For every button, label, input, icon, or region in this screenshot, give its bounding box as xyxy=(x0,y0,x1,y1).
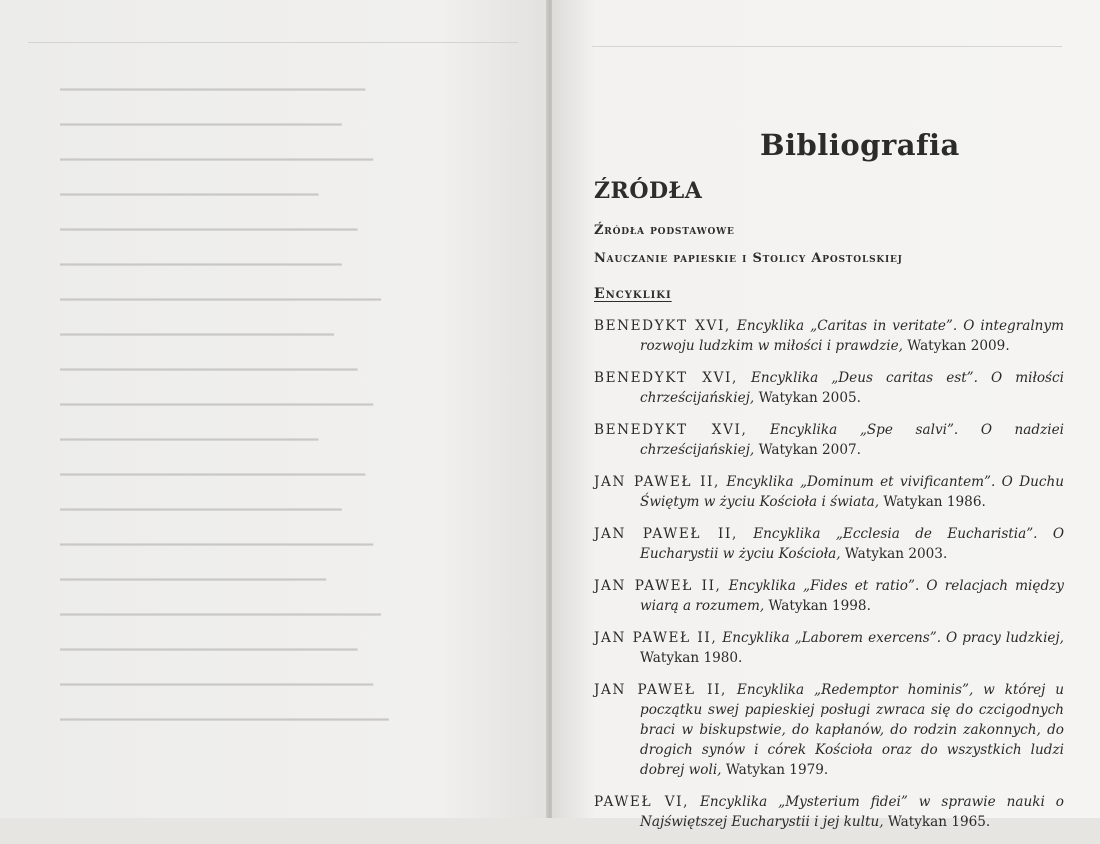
section-heading: ŹRÓDŁA xyxy=(594,178,703,204)
entry-author: BENEDYKT XVI, xyxy=(594,370,738,386)
bibliography-entry xyxy=(594,680,1064,780)
bleed-through-text: ━━━━━━━━━━━━━━━━━━━━━━━━━━━━━━━━━━━━━━━ ━━━━━━━━━━━━━━━━━━━━━━━━━━━━━━━━━━━━ ━━━━━━━━━━━━━━━━━━━━━━━━━━━━━━━━━━━━━━━━ ━━━━━━━━━━━━━━━━━━━━━━━━━━━━━━━━━ ━━━━━━━━━━━━━━━━━━━━━━━━━━━━━━━━━━━━━━ ━━━━━━━━━━━━━━━━━━━━━━━━━━━━━━━━━━━━ ━━━━━━━━━━━━━━━━━━━━━━━━━━━━━━━━━━━━━━━━━ ━━━━━━━━━━━━━━━━━━━━━━━━━━━━━━━━━━━ ━━━━━━━━━━━━━━━━━━━━━━━━━━━━━━━━━━━━━━ ━━━━━━━━━━━━━━━━━━━━━━━━━━━━━━━━━━━━━━━━ ━━━━━━━━━━━━━━━━━━━━━━━━━━━━━━━━━ ━━━━━━━━━━━━━━━━━━━━━━━━━━━━━━━━━━━━━━━ ━━━━━━━━━━━━━━━━━━━━━━━━━━━━━━━━━━━━ ━━━━━━━━━━━━━━━━━━━━━━━━━━━━━━━━━━━━━━━━ ━━━━━━━━━━━━━━━━━━━━━━━━━━━━━━━━━━ ━━━━━━━━━━━━━━━━━━━━━━━━━━━━━━━━━━━━━━━━━ ━━━━━━━━━━━━━━━━━━━━━━━━━━━━━━━━━━━━━━ ━━━━━━━━━━━━━━━━━━━━━━━━━━━━━━━━━━━━━━━━ ━━━━━━━━━━━━━━━━━━━━━━━━━━━━━━━━━━━━━━━━━━ xyxy=(60,83,389,728)
entry-publication: Watykan 1986. xyxy=(883,494,986,510)
entry-author: BENEDYKT XVI, xyxy=(594,318,731,334)
entry-author: JAN PAWEŁ II, xyxy=(594,630,718,646)
bibliography-list xyxy=(594,316,1064,844)
entry-author: JAN PAWEŁ II, xyxy=(594,682,727,698)
subheading-primary-sources: Źródła podstawowe xyxy=(594,223,735,238)
entry-publication: Watykan 2005. xyxy=(758,390,861,406)
entry-author: PAWEŁ VI, xyxy=(594,794,690,810)
entry-work: Encyklika „Spe salvi”. O nadziei chrześcijańskiej, xyxy=(640,422,1065,458)
entry-work: Encyklika „Deus caritas est”. O miłości chrześcijańskiej, xyxy=(640,370,1064,406)
entry-work: Encyklika „Dominum et vivificantem”. O Duchu Świętym w życiu Kościoła i świata, xyxy=(640,474,1064,510)
entry-work: Encyklika „Caritas in veritate”. O integralnym rozwoju ludzkim w miłości i prawdzie, xyxy=(640,318,1065,354)
bibliography-entry xyxy=(594,420,1064,460)
page-title: Bibliografia xyxy=(760,128,960,162)
bibliography-entry xyxy=(594,524,1064,564)
entry-publication: Watykan 2009. xyxy=(907,338,1010,354)
entry-author: JAN PAWEŁ II, xyxy=(594,526,738,542)
entry-publication: Watykan 1979. xyxy=(725,762,829,778)
subheading-papal-teaching: Nauczanie papieskie i Stolicy Apostolskiej xyxy=(594,251,903,266)
bibliography-entry xyxy=(594,792,1064,832)
entry-work: Encyklika „Mysterium fidei” w sprawie nauki o Najświętszej Eucharystii i jej kultu, xyxy=(640,794,1064,830)
list-heading-encyclicals: Encykliki xyxy=(594,286,672,302)
entry-work: Encyklika „Redemptor hominis”, w której u początku swej papieskiej posługi zwraca się do czcigodnych braci w biskupstwie, do kapłanów, do rodzin zakonnych, do drogich synów i córek Kościoła oraz do wszystkich ludzi dobrej woli, xyxy=(640,682,1064,778)
entry-work: Encyklika „Laborem exercens”. O pracy ludzkiej, xyxy=(722,630,1064,646)
left-page xyxy=(0,0,548,818)
entry-author: BENEDYKT XVI, xyxy=(594,422,748,438)
bibliography-entry xyxy=(594,316,1064,356)
entry-publication: Watykan 2003. xyxy=(844,546,948,562)
entry-author: JAN PAWEŁ II, xyxy=(594,578,722,594)
entry-work: Encyklika „Fides et ratio”. O relacjach między wiarą a rozumem, xyxy=(640,578,1064,614)
entry-publication: Watykan 2007. xyxy=(758,442,861,458)
entry-publication: Watykan 1980. xyxy=(640,650,743,666)
entry-author: JAN PAWEŁ II, xyxy=(594,474,720,490)
bibliography-entry xyxy=(594,628,1064,668)
bibliography-entry xyxy=(594,576,1064,616)
left-header-rule xyxy=(28,42,518,43)
right-header-rule xyxy=(592,46,1062,47)
entry-work: Encyklika „Ecclesia de Eucharistia”. O Eucharystii w życiu Kościoła, xyxy=(640,526,1064,562)
bibliography-entry xyxy=(594,472,1064,512)
entry-publication: Watykan 1998. xyxy=(768,598,871,614)
bibliography-entry xyxy=(594,368,1064,408)
entry-publication: Watykan 1965. xyxy=(887,814,991,830)
